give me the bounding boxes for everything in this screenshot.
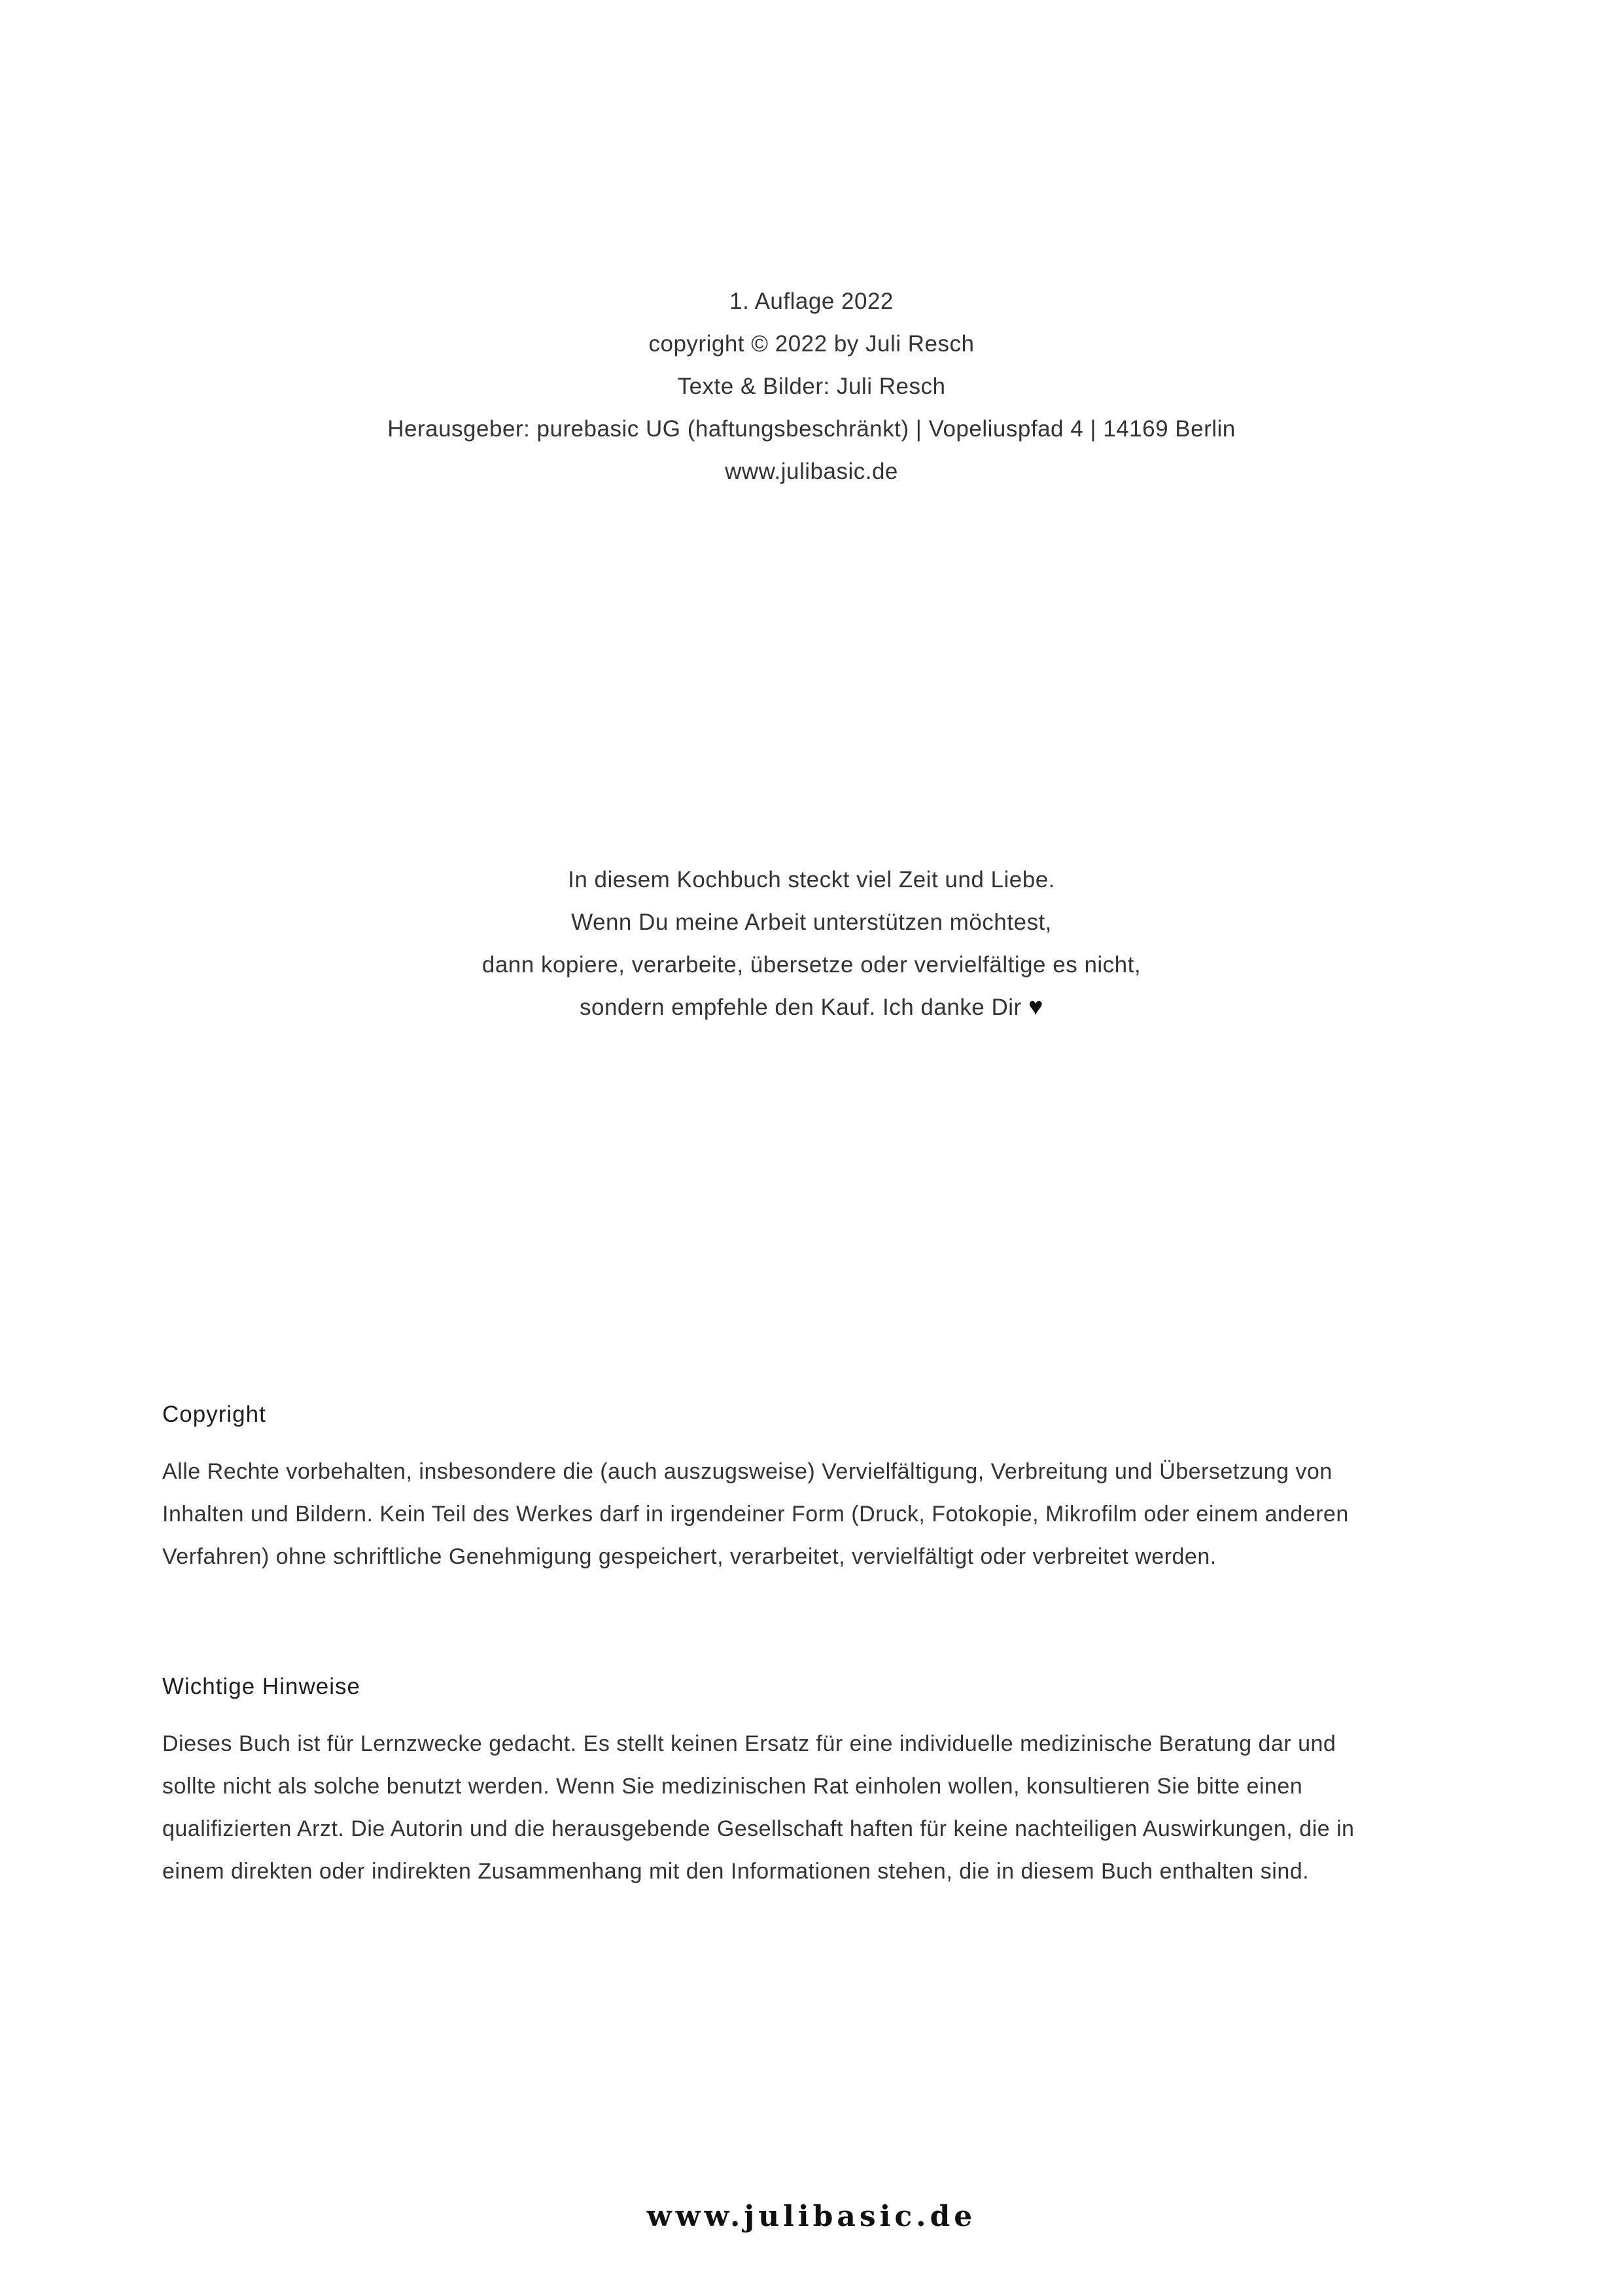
- important-notes-text: [162, 1723, 1471, 1893]
- appeal-line: dann kopiere, verarbeite, übersetze oder vervielfältige es nicht,: [481, 952, 1142, 978]
- heart-icon: ♥: [1028, 993, 1043, 1021]
- edition-line: 1. Auflage 2022: [729, 289, 894, 314]
- copyright-text-line: Verfahren) ohne schriftliche Genehmigung gespeichert, verarbeitet, vervielfältigt oder verbreitet werden.: [162, 1544, 1217, 1569]
- copyright-text-line: Alle Rechte vorbehalten, insbesondere die (auch auszugsweise) Vervielfältigung, Verbreitung und Übersetzung von: [162, 1459, 1333, 1484]
- copyright-section: [162, 1398, 1471, 1578]
- important-notes-text-line: qualifizierten Arzt. Die Autorin und die herausgebende Gesellschaft haften für keine nachteiligen Auswirkungen, die in: [162, 1816, 1355, 1841]
- important-notes-text-line: Dieses Buch ist für Lernzwecke gedacht. Es stellt keinen Ersatz für eine individuelle medizinische Beratung dar und: [162, 1731, 1336, 1756]
- appeal-line-text: sondern empfehle den Kauf. Ich danke Dir: [580, 995, 1022, 1020]
- copyright-heading: Copyright: [162, 1402, 266, 1427]
- appeal-line-last: [0, 986, 1623, 1029]
- footer-website: www.julibasic.de: [646, 2200, 977, 2233]
- copyright-line: copyright © 2022 by Juli Resch: [648, 331, 975, 357]
- important-notes-text-line: einem direkten oder indirekten Zusammenhang mit den Informationen stehen, die in diesem Buch enthalten sind.: [162, 1859, 1310, 1884]
- important-notes-text-line: sollte nicht als solche benutzt werden. Wenn Sie medizinischen Rat einholen wollen, konsultieren Sie bitte einen: [162, 1774, 1303, 1799]
- appeal-line: In diesem Kochbuch steckt viel Zeit und Liebe.: [568, 867, 1055, 892]
- imprint-block: [0, 280, 1623, 493]
- important-notes-heading: Wichtige Hinweise: [162, 1674, 360, 1699]
- copyright-text: [162, 1451, 1471, 1578]
- copyright-text-line: Inhalten und Bildern. Kein Teil des Werkes darf in irgendeiner Form (Druck, Fotokopie, Mikrofilm oder einem anderen: [162, 1502, 1349, 1527]
- author-appeal-block: [0, 858, 1623, 1029]
- publisher-line: Herausgeber: purebasic UG (haftungsbeschränkt) | Vopeliuspfad 4 | 14169 Berlin: [387, 416, 1236, 442]
- website-line: www.julibasic.de: [725, 459, 898, 484]
- texts-images-credit-line: Texte & Bilder: Juli Resch: [677, 374, 946, 399]
- appeal-line: Wenn Du meine Arbeit unterstützen möchtest,: [571, 910, 1052, 935]
- important-notes-section: [162, 1670, 1471, 1893]
